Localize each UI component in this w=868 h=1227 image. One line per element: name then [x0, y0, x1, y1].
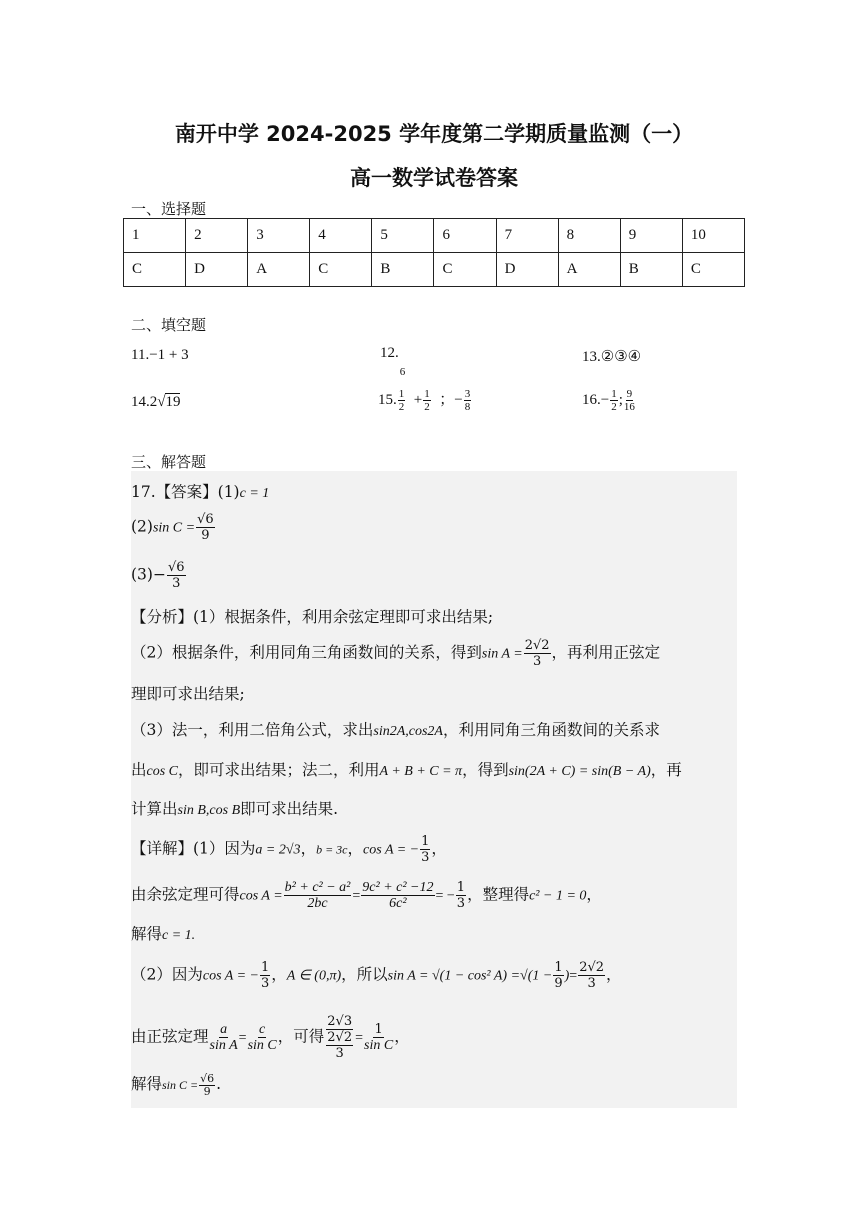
table-cell: 9	[620, 219, 682, 253]
math-expr: c = 1	[239, 486, 270, 501]
table-cell: 8	[558, 219, 620, 253]
fraction: $\frac{1}{2}$	[398, 388, 405, 414]
fill-answer-12	[380, 345, 406, 378]
fill-label: 12.	[380, 345, 399, 361]
table-cell: A	[558, 253, 620, 287]
detail-part1: 【详解】(1）因为a = 2√3，b = 3c，cos A = − $\frac{1}{3}$ ，	[131, 834, 447, 865]
fill-label: 14.2	[131, 394, 158, 410]
table-cell: A	[248, 253, 310, 287]
fraction: $\frac{√6}{9}$	[197, 512, 214, 543]
fraction: $\frac{1}{2}$	[424, 388, 430, 414]
analysis-part1: 【分析】(1）根据条件，利用余弦定理即可求出结果;	[131, 608, 494, 626]
fill-answer-11: 11.−1 + 3	[131, 347, 189, 363]
table-cell: C	[124, 253, 186, 287]
choice-answer-table	[123, 218, 745, 287]
radicand: 19	[165, 394, 181, 410]
section-choice-heading: 一、选择题	[131, 200, 207, 218]
table-cell: 2	[186, 219, 248, 253]
fraction: $\frac{1}{3}$	[260, 960, 270, 991]
fraction: $\frac{c}{\text{sin C}}$	[247, 1022, 277, 1053]
fraction: $\frac{2√3}{\frac{2√2}{3}}$	[327, 1014, 353, 1061]
analysis-part3-end: 计算出sin B,cos B即可求出结果.	[131, 800, 339, 818]
table-row-numbers	[124, 219, 745, 253]
fill-label: 16.−	[582, 391, 610, 408]
fraction: $\frac{1}{3}$	[456, 880, 466, 911]
solution-block	[131, 471, 737, 1108]
plus-sign: +	[413, 392, 423, 408]
fill-label: 15.	[378, 392, 397, 408]
fraction: $\frac{1}{2}$	[611, 388, 617, 413]
fraction: $\frac{1}{3}$	[421, 834, 430, 865]
fraction: $\frac{\text{9c² + c² −12}}{\text{6c²}}$	[362, 880, 434, 911]
table-cell: C	[310, 253, 372, 287]
fraction: $\frac{2√2}{3}$	[579, 960, 605, 991]
fraction: $\frac{1}{\text{sin C}}$	[364, 1022, 394, 1053]
detail-part2: （2）因为cos A = − $\frac{1}{3}$ ，A ∈ (0,π)，所以sin A = √(1 − cos² A) =√(1 − $\frac{1}{9}$ )= $\frac{2√2}{3}$ ，	[131, 960, 622, 991]
fraction-den: 6	[399, 366, 406, 378]
q17-answer: 17.【答案】(1)c = 1	[131, 483, 270, 501]
section-solve-heading: 三、解答题	[131, 453, 207, 471]
analysis-part2-cont: 理即可求出结果;	[131, 685, 245, 703]
analysis-part3: （3）法一，利用二倍角公式，求出sin2A,cos2A，利用同角三角函数间的关系求	[131, 721, 660, 739]
nested-fraction: $\frac{2√2}{3}$	[327, 1030, 353, 1061]
q17-answer-2: (2)sin C = $\frac{√6}{9}$	[131, 512, 214, 543]
q17-answer-3: (3)− $\frac{√6}{3}$	[131, 560, 185, 591]
table-cell: B	[620, 253, 682, 287]
analysis-part2: （2）根据条件，利用同角三角函数间的关系，得到sin A = $\frac{2√2}{3}$ ，再利用正弦定	[131, 638, 661, 669]
fill-answer-14: 14.2√19	[131, 394, 181, 410]
table-cell: B	[372, 253, 434, 287]
fraction: $\frac{3}{8}$	[464, 388, 471, 414]
detail-result-c: 解得c = 1.	[131, 925, 196, 943]
page-subtitle: 高一数学试卷答案	[350, 166, 518, 190]
table-row-answers	[124, 253, 745, 287]
fill-answer-16	[582, 388, 636, 413]
detail-sine-law: 由正弦定理 $\frac{a}{\text{sin A}}$ = $\frac{c}{\text{sin C}}$ ，可得 $\frac{2√3}{\frac{2√2}{3}}$ = $\frac{1}{\text{sin C}}$ ，	[131, 1014, 410, 1061]
table-cell: 4	[310, 219, 372, 253]
fraction: $\frac{√6}{3}$	[167, 560, 185, 591]
table-cell: 6	[434, 219, 496, 253]
table-cell: C	[682, 253, 744, 287]
fraction: $\frac{a}{\text{sin A}}$	[209, 1022, 238, 1053]
detail-result-sinC: 解得sin C = $\frac{√6}{9}$ .	[131, 1071, 222, 1098]
fraction: $\frac{√6}{9}$	[200, 1071, 215, 1098]
table-cell: 1	[124, 219, 186, 253]
separator: ；−	[439, 392, 463, 408]
table-cell: D	[186, 253, 248, 287]
table-cell: C	[434, 253, 496, 287]
analysis-part3-cont: 出cos C，即可求出结果；法二，利用A + B + C = π，得到sin(2A + C) = sin(B − A)，再	[131, 761, 682, 779]
table-cell: 3	[248, 219, 310, 253]
fill-answer-13: 13.②③④	[582, 349, 642, 365]
fraction: $\frac{2√2}{3}$	[524, 638, 550, 669]
table-cell: D	[496, 253, 558, 287]
detail-cosine-law: 由余弦定理可得cos A = $\frac{\text{b² + c² − a²}}{2bc}$ = $\frac{\text{9c² + c² −12}}{\text{6c²}}$ = − $\frac{1}{3}$ ，整理得c² − 1 = 0，	[131, 880, 602, 911]
table-cell: 7	[496, 219, 558, 253]
separator: ;	[618, 391, 623, 408]
fraction	[400, 354, 406, 378]
fraction: $\frac{9}{16}$	[623, 388, 635, 413]
table-cell: 10	[682, 219, 744, 253]
fill-answer-15	[378, 388, 472, 413]
section-fill-heading: 二、填空题	[131, 316, 207, 334]
table-cell: 5	[372, 219, 434, 253]
page-title: 南开中学 2024-2025 学年度第二学期质量监测（一）	[174, 122, 694, 146]
fraction: $\frac{1}{9}$	[554, 960, 563, 991]
fraction: $\frac{\text{b² + c² − a²}}{2bc}$	[284, 880, 351, 911]
